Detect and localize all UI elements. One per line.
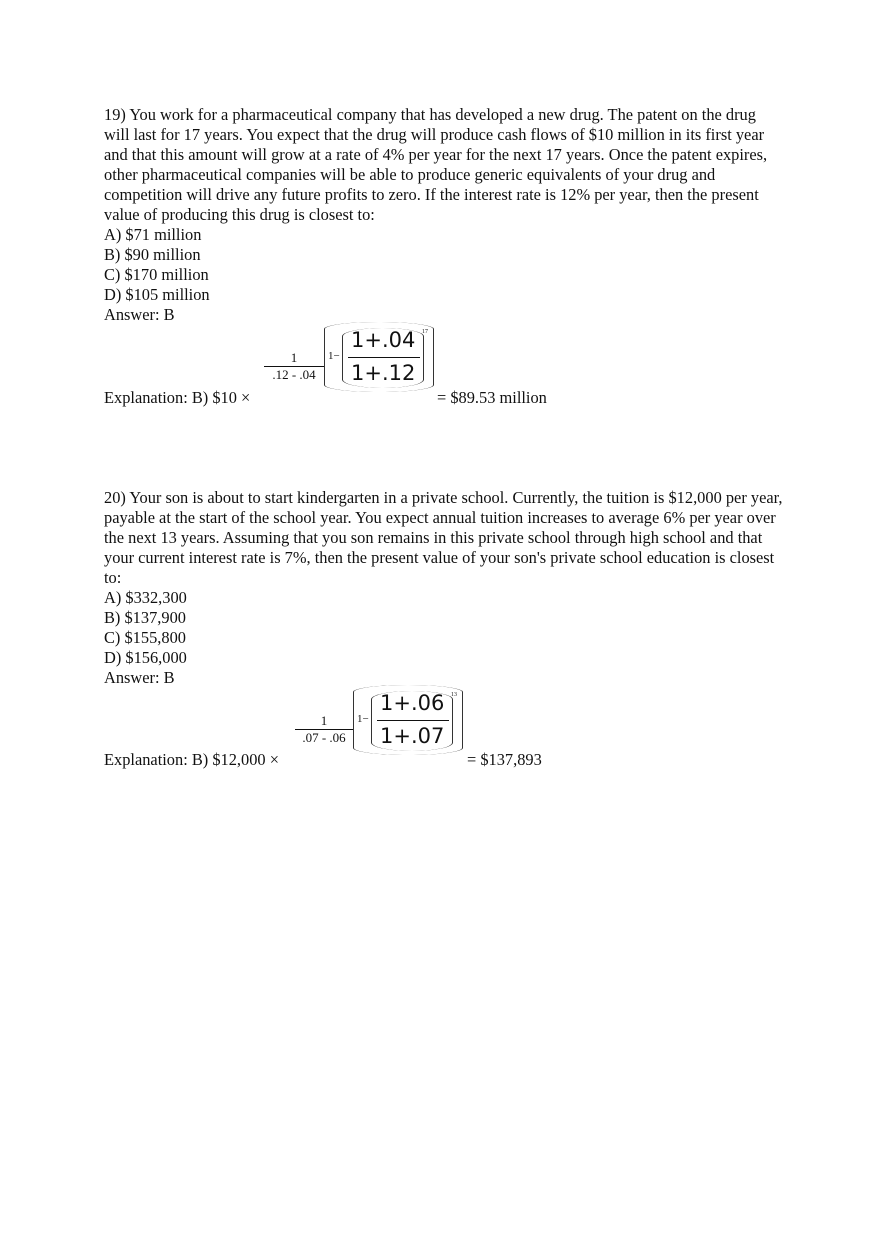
answer-line: Answer: B bbox=[104, 668, 175, 687]
fraction-numerator: 1 bbox=[290, 350, 298, 365]
fraction-denominator: .12 - .04 bbox=[272, 367, 316, 382]
option-c: C) $170 million bbox=[104, 265, 209, 284]
question-19-text: 19) You work for a pharmaceutical company that has developed a new drug. The patent on the drug will last for 17 years. You expect that the drug will produce cash flows of $10 million in its first year and that this amount will grow at a rate of 4% per year for the next 17 years. Once the patent expires, other pharmaceutical companies will be able to produce generic equivalents of your drug and competition will drive any future profits to zero. If the interest rate is 12% per year, then the present value of producing this drug is closest to: bbox=[104, 105, 768, 224]
question-20-text: 20) Your son is about to start kindergarten in a private school. Currently, the tuition is $12,000 per year, payable at the start of the school year. You expect annual tuition increases to average 6% per year over the next 13 years. Assuming that you son remains in this private school through high school and that your current interest rate is 7%, then the present value of your son's private school education is closest to: bbox=[104, 488, 783, 587]
explanation-19: Explanation: B) $10 × bbox=[104, 388, 251, 407]
formula-fraction bbox=[264, 350, 324, 383]
result-20: = $137,893 bbox=[467, 750, 542, 769]
answer-line: Answer: B bbox=[104, 305, 175, 324]
inner-denominator: 1+.07 bbox=[380, 724, 445, 748]
one-minus: 1− bbox=[357, 713, 369, 725]
option-a: A) $71 million bbox=[104, 225, 202, 244]
option-a: A) $332,300 bbox=[104, 588, 187, 607]
option-d: D) $156,000 bbox=[104, 648, 187, 667]
formula-19 bbox=[264, 322, 434, 394]
option-c: C) $155,800 bbox=[104, 628, 186, 647]
one-minus: 1− bbox=[328, 350, 340, 362]
inner-denominator: 1+.12 bbox=[351, 361, 416, 385]
inner-numerator: 1+.04 bbox=[351, 328, 416, 352]
option-b: B) $90 million bbox=[104, 245, 201, 264]
question-20 bbox=[104, 488, 784, 688]
result-19: = $89.53 million bbox=[437, 388, 547, 407]
formula-fraction bbox=[295, 713, 353, 746]
exponent: 13 bbox=[451, 692, 457, 698]
formula-20 bbox=[295, 685, 465, 757]
inner-numerator: 1+.06 bbox=[380, 691, 445, 715]
exponent: 17 bbox=[422, 329, 428, 335]
question-19 bbox=[104, 105, 784, 325]
fraction-denominator: .07 - .06 bbox=[302, 730, 346, 745]
option-d: D) $105 million bbox=[104, 285, 210, 304]
fraction-numerator: 1 bbox=[320, 713, 328, 728]
explanation-20: Explanation: B) $12,000 × bbox=[104, 750, 279, 769]
option-b: B) $137,900 bbox=[104, 608, 186, 627]
